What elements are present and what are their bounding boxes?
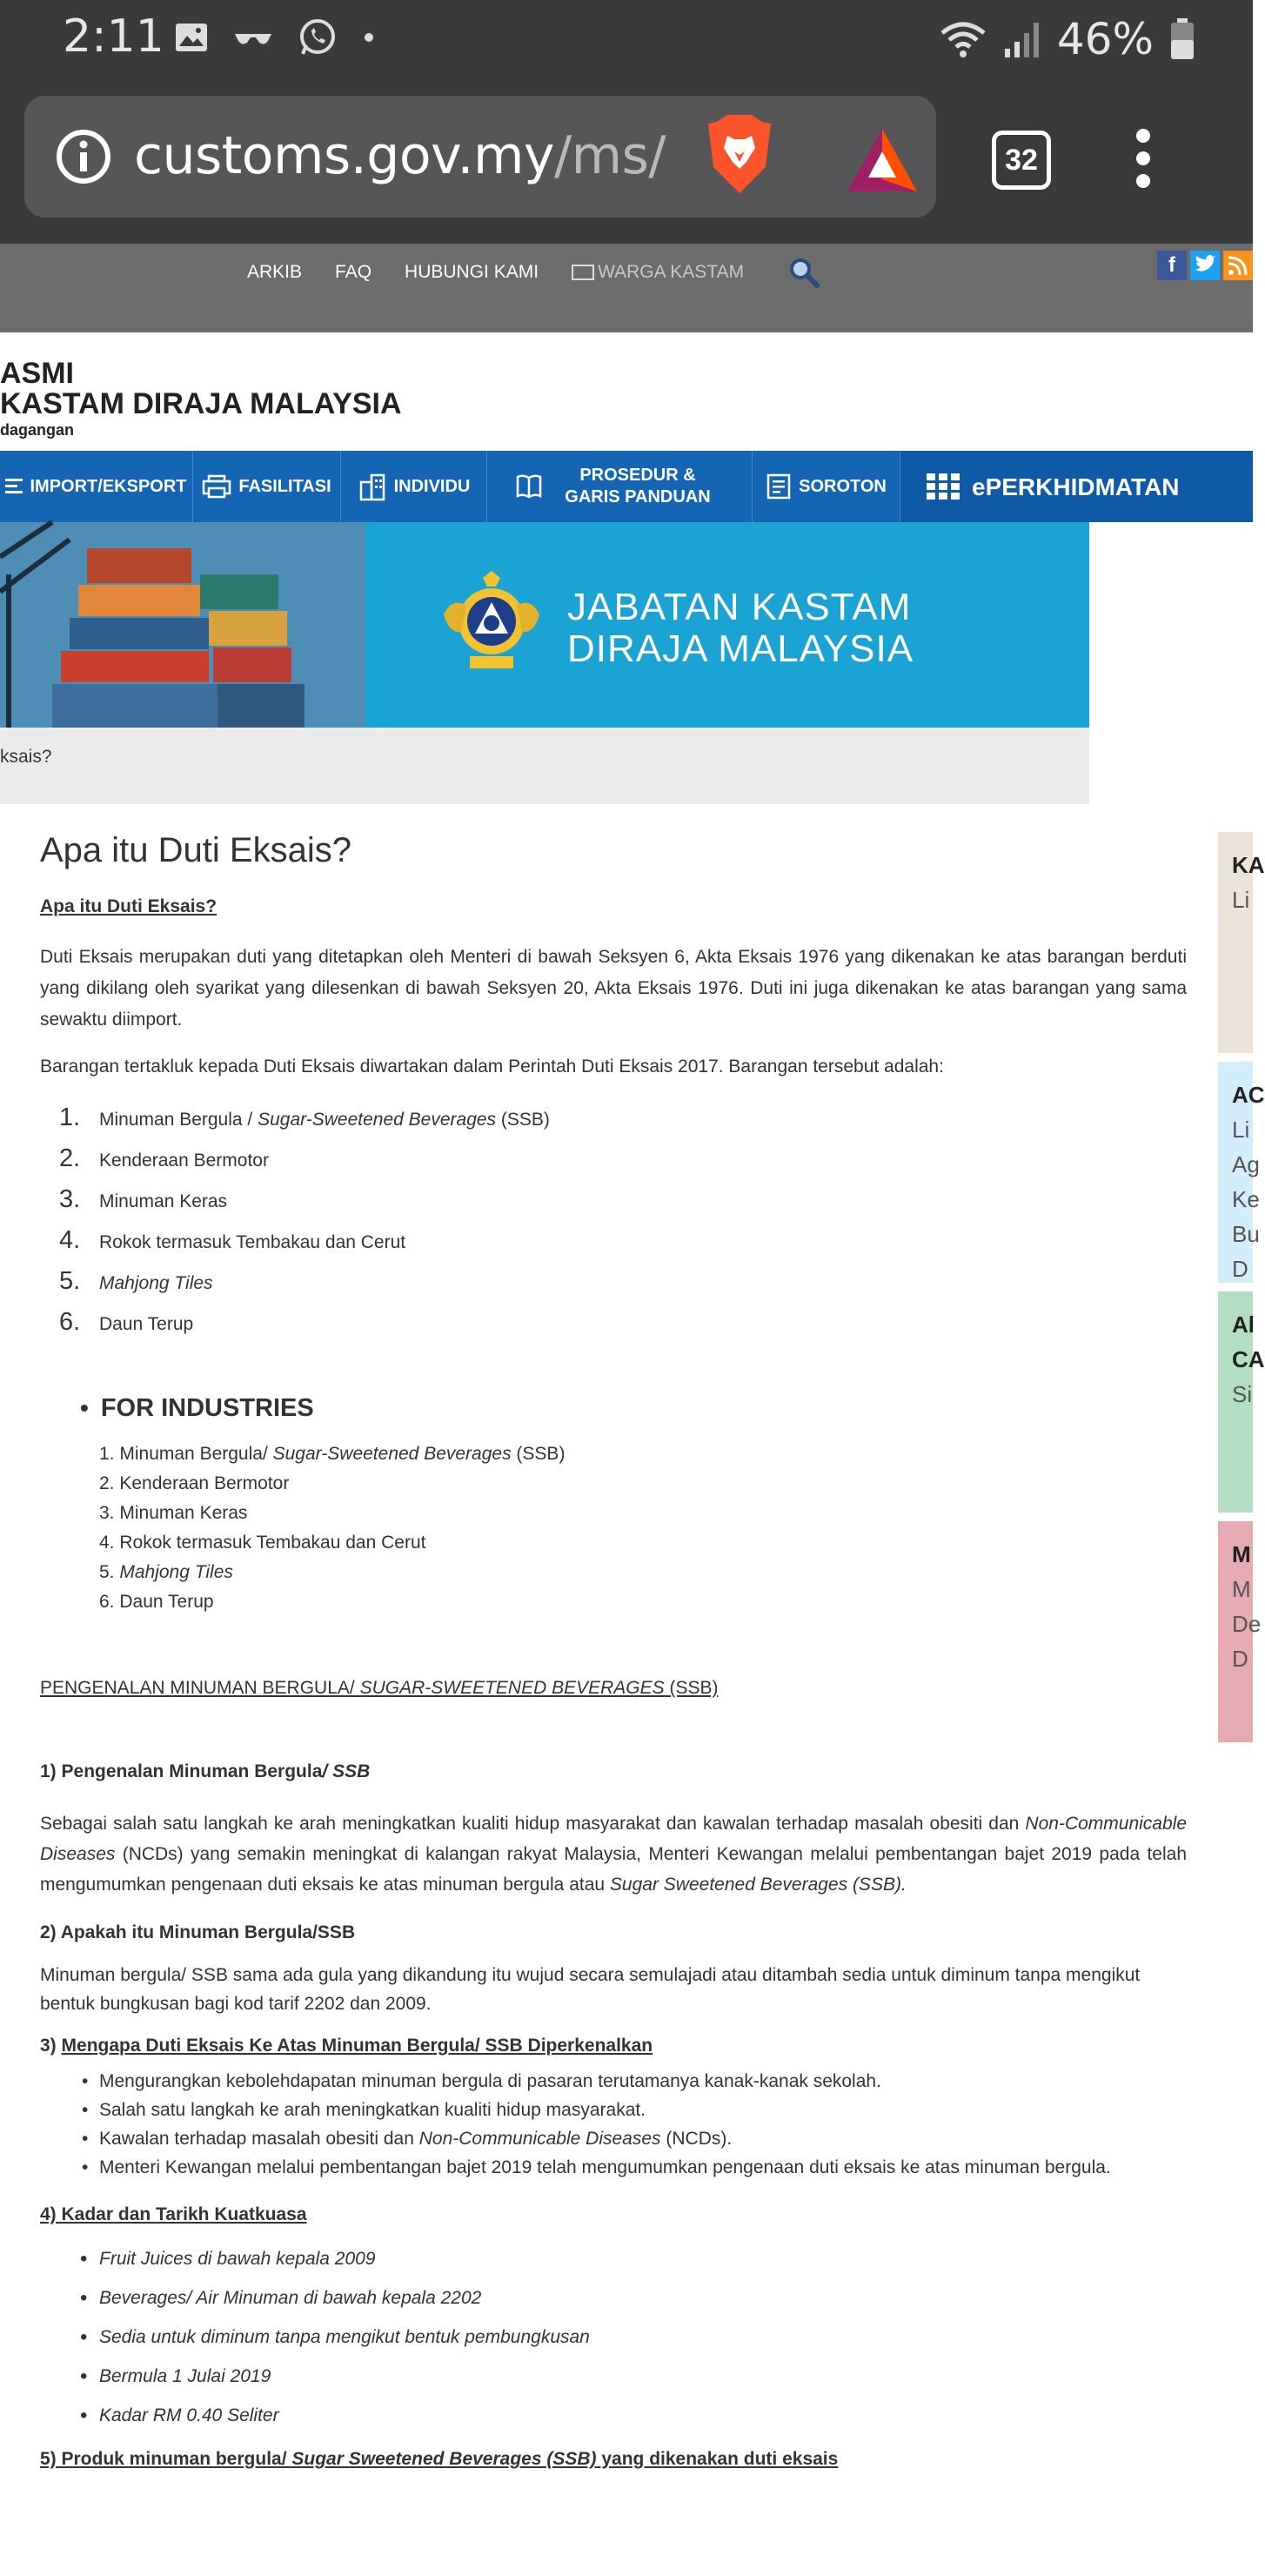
grid-apps-icon [927, 473, 960, 500]
twitter-icon[interactable] [1190, 251, 1220, 280]
battery-percent: 46% [1056, 14, 1154, 64]
article-subtitle: Apa itu Duti Eksais? [40, 896, 218, 916]
breadcrumb: ksais? [0, 728, 1089, 804]
list-icon [5, 476, 23, 497]
side-panel-2-line-1: Li [1232, 1117, 1250, 1143]
section-1-heading: 1) Pengenalan Minuman Bergula/ SSB [40, 1761, 371, 1781]
section-3-heading: 3) Mengapa Duti Eksais Ke Atas Minuman Bergula/ SSB Diperkenalkan [40, 2036, 653, 2056]
nav-link-hubungi-kami[interactable]: HUBUNGI KAMI [405, 262, 539, 282]
menu-prosedur-label: PROSEDUR & GARIS PANDUAN [565, 466, 711, 506]
wifi-icon [939, 19, 987, 59]
site-logo[interactable] [0, 357, 402, 439]
page-title: Apa itu Duti Eksais? [40, 831, 351, 869]
list-item: 2. Kenderaan Bermotor [99, 1473, 290, 1493]
menu-eperkhidmatan-label: ePERKHIDMATAN [972, 473, 1180, 500]
list-item: • Sedia untuk diminum tanpa mengikut bentuk pembungkusan [99, 2318, 1187, 2357]
document-icon [766, 473, 792, 500]
list-item: • Bermula 1 Julai 2019 [99, 2357, 1187, 2396]
menu-fasilitasi[interactable] [193, 451, 341, 522]
nav-link-faq[interactable]: FAQ [335, 262, 372, 282]
logo-line-1: ASMI [0, 357, 74, 390]
list-item: • Menteri Kewangan melalui pembentangan bajet 2019 telah mengumumkan pengenaan duti eksais ke atas minuman bergula. [99, 2153, 1187, 2182]
menu-import-eksport[interactable] [0, 451, 193, 522]
section-1-text: Sebagai salah satu langkah ke arah meningkatkan kualiti hidup masyarakat dan kawalan terhadap masalah obesiti dan Non-Communicable Diseases (NCDs) yang semakin meningkat di kalangan rakyat Malaysia, Menteri Kewangan melalui pembentangan bajet 2019 pada telah mengumumkan pengenaan duti eksais ke atas minuman bergula atau Sugar Sweetened Beverages (SSB). [40, 1814, 1187, 1895]
logo-line-3: dagangan [0, 421, 75, 439]
banner-title [567, 587, 914, 670]
side-panel-2-line-3: Ke [1232, 1186, 1260, 1212]
section-4-list [99, 2239, 1187, 2435]
image-icon [174, 20, 209, 55]
signal-icon [1003, 19, 1041, 59]
brave-shields-icon[interactable] [705, 113, 774, 197]
side-panel-2-line-2: Ag [1232, 1151, 1260, 1177]
status-time: 2:11 [63, 10, 164, 63]
industries-list [99, 1439, 1187, 1617]
logo-line-2: KASTAM DIRAJA MALAYSIA [0, 387, 402, 420]
menu-individu[interactable] [341, 451, 487, 522]
list-item: 5. Mahjong Tiles [99, 1562, 233, 1582]
book-icon [514, 472, 544, 501]
container-port-photo [0, 522, 365, 728]
warga-kastam-label: WARGA KASTAM [598, 262, 745, 282]
side-panel-1-text: Li [1232, 887, 1250, 913]
side-panel-3-text: Si [1232, 1381, 1253, 1407]
system-icons [939, 14, 1195, 64]
list-item: 3. Minuman Keras [99, 1503, 248, 1523]
url-host: customs.gov.my [134, 125, 554, 186]
address-bar[interactable] [24, 96, 936, 218]
section-3-list [99, 2067, 1187, 2182]
side-panel-4-line-2: De [1232, 1611, 1262, 1637]
tab-switcher-button[interactable]: 32 [992, 131, 1051, 190]
facebook-icon[interactable]: f [1157, 251, 1187, 280]
browser-menu-icon[interactable] [1128, 129, 1159, 191]
nav-link-arkib[interactable]: ARKIB [247, 262, 303, 282]
list-item: • Salah satu langkah ke arah meningkatkan kualiti hidup masyarakat. [99, 2096, 1187, 2124]
menu-import-eksport-label: IMPORT/EKSPORT [30, 476, 187, 496]
building-icon [358, 472, 387, 501]
section-2-heading: 2) Apakah itu Minuman Bergula/SSB [40, 1922, 356, 1942]
battery-icon [1169, 17, 1195, 61]
menu-prosedur-garis-panduan[interactable] [487, 451, 753, 522]
list-item: 6. Daun Terup [99, 1592, 214, 1612]
side-panel-3-heading: Al [1232, 1311, 1255, 1338]
menu-soroton-label: SOROTON [799, 476, 887, 496]
side-panel-3[interactable] [1218, 1291, 1265, 1513]
menu-soroton[interactable] [753, 451, 900, 522]
section-2-text: Minuman bergula/ SSB sama ada gula yang dikandung itu wujud secara semulajadi atau ditambah sedia untuk diminum tanpa mengikut bentuk bungkusan bagi kod tarif 2202 dan 2009. [40, 1965, 1141, 2014]
list-item: • Beverages/ Air Minuman di bawah kepala 2202 [99, 2278, 1187, 2318]
url-text[interactable] [134, 125, 666, 186]
list-item: 4. Rokok termasuk Tembakau dan Cerut [99, 1533, 426, 1553]
dot-icon [362, 30, 376, 44]
excise-goods-list [59, 1098, 1187, 1344]
banner-title-line-2: DIRAJA MALAYSIA [567, 627, 914, 670]
pengenalan-heading: PENGENALAN MINUMAN BERGULA/ SUGAR-SWEETENED BEVERAGES (SSB) [40, 1678, 719, 1698]
side-panel-3-heading-2: CA [1232, 1346, 1265, 1372]
bat-rewards-icon[interactable] [846, 127, 919, 193]
notification-icons [174, 17, 376, 57]
side-panel-1[interactable] [1218, 832, 1265, 1053]
list-item: 3. Minuman Keras [59, 1185, 228, 1213]
list-item: • Kawalan terhadap masalah obesiti dan Non-Communicable Diseases (NCDs). [99, 2124, 1187, 2153]
list-item: 5. Mahjong Tiles [59, 1267, 213, 1295]
printer-icon [202, 474, 231, 499]
menu-eperkhidmatan[interactable] [900, 451, 1253, 522]
site-top-nav [0, 244, 1253, 332]
intro-paragraph: Duti Eksais merupakan duti yang ditetapkan oleh Menteri di bawah Seksyen 6, Akta Eksais 1976 yang dikenakan ke atas barangan berduti yang dikilang oleh syarikat yang dilesenkan di bawah Seksyen 20, Akta Eksais 1976. Duti ini juga dikenakan ke atas barangan yang sama sewaktu diimport. [40, 947, 1187, 1030]
menu-fasilitasi-label: FASILITASI [238, 476, 331, 496]
status-bar [0, 0, 1253, 77]
side-panel-2[interactable] [1218, 1062, 1265, 1283]
list-item: 4. Rokok termasuk Tembakau dan Cerut [59, 1226, 406, 1254]
list-item: 1. Minuman Bergula / Sugar-Sweetened Beverages (SSB) [59, 1104, 550, 1131]
for-industries-heading: • FOR INDUSTRIES [80, 1392, 1187, 1424]
list-item: 1. Minuman Bergula/ Sugar-Sweetened Beverages (SSB) [99, 1444, 566, 1464]
browser-toolbar [0, 77, 1253, 244]
url-path: /ms/ [553, 125, 666, 186]
whatsapp-icon [298, 17, 338, 57]
list-item: • Fruit Juices di bawah kepala 2009 [99, 2239, 1187, 2278]
side-panel-4[interactable] [1218, 1521, 1262, 1742]
side-panel-4-line-1: M [1232, 1576, 1251, 1602]
section-4-heading: 4) Kadar dan Tarikh Kuatkuasa [40, 2204, 307, 2224]
list-item: • Mengurangkan kebolehdapatan minuman bergula di pasaran terutamanya kanak-kanak sekolah. [99, 2067, 1187, 2096]
list-item: • Kadar RM 0.40 Seliter [99, 2396, 1187, 2435]
side-panel-2-line-5: D [1232, 1256, 1248, 1282]
info-icon[interactable] [56, 129, 111, 184]
goods-intro-paragraph: Barangan tertakluk kepada Duti Eksais diwartakan dalam Perintah Duti Eksais 2017. Barangan tersebut adalah: [40, 1057, 944, 1077]
social-links [1157, 251, 1253, 280]
side-panel-2-line-4: Bu [1232, 1221, 1260, 1247]
side-panel-2-heading: AC [1232, 1082, 1265, 1108]
customs-crest-logo [435, 571, 548, 675]
nav-link-warga-kastam[interactable] [572, 262, 744, 283]
search-icon[interactable] [787, 256, 820, 289]
main-menu [0, 451, 1253, 522]
hero-banner [0, 522, 1089, 728]
list-item: 2. Kenderaan Bermotor [59, 1144, 269, 1172]
article-content [40, 827, 1187, 2491]
side-panel-4-heading: M [1232, 1541, 1251, 1567]
rss-icon[interactable] [1223, 251, 1253, 280]
menu-individu-label: INDIVIDU [393, 476, 471, 496]
monitor-icon [572, 265, 594, 280]
incognito-glasses-icon [233, 20, 273, 55]
side-panel-1-heading: KA [1232, 852, 1265, 878]
banner-title-line-1: JABATAN KASTAM [567, 586, 912, 628]
list-item: 6. Daun Terup [59, 1308, 194, 1336]
side-panel-4-line-3: D [1232, 1646, 1248, 1672]
section-5-heading[interactable]: 5) Produk minuman bergula/ Sugar Sweetened Beverages (SSB) yang dikenakan duti eksais [40, 2449, 839, 2469]
